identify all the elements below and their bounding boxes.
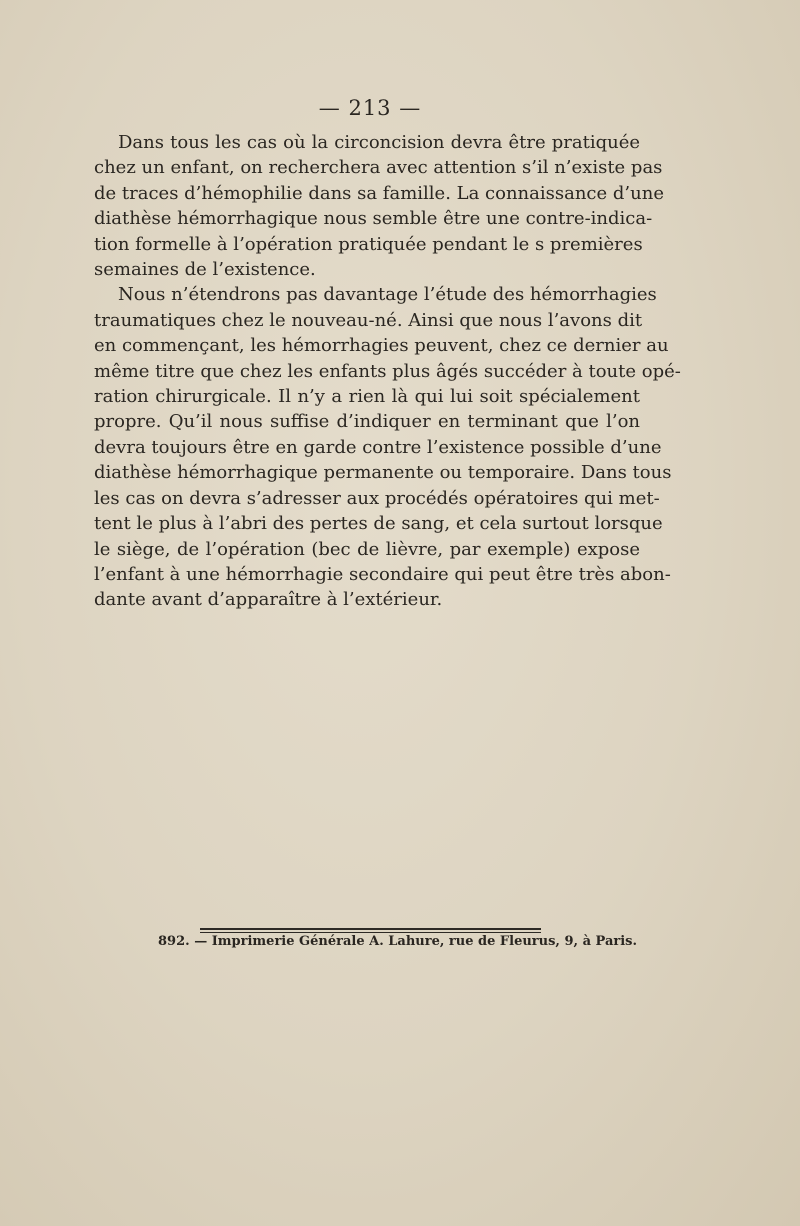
text-line: l’enfant à une hémorrhagie secondaire qui peut être très abon- xyxy=(94,563,671,585)
text-line: en commençant, les hémorrhagies peuvent, chez ce dernier au xyxy=(94,335,669,357)
text-line: chez un enfant, on recherchera avec attention s’il n’existe pas xyxy=(94,157,663,179)
paragraph-1 xyxy=(94,130,664,282)
text-line: Nous n’étendrons pas davantage l’étude des hémorrhagies xyxy=(118,284,657,306)
body-text xyxy=(94,130,681,613)
text-line: tent le plus à l’abri des pertes de sang, et cela surtout lorsque xyxy=(94,513,663,535)
text-line: propre. Qu’il nous suffise d’indiquer en terminant que l’on xyxy=(94,411,640,433)
page-number: — 213 — xyxy=(318,96,422,120)
text-line: le siège, de l’opération (bec de lièvre, par exemple) expose xyxy=(94,538,640,560)
text-line: de traces d’hémophilie dans sa famille. La connaissance d’une xyxy=(94,182,664,204)
footer-rule xyxy=(200,928,541,930)
text-line: diathèse hémorrhagique permanente ou temporaire. Dans tous xyxy=(94,462,672,484)
text-line: même titre que chez les enfants plus âgés succéder à toute opé- xyxy=(94,360,681,382)
text-line: ration chirurgicale. Il n’y a rien là qui lui soit spécialement xyxy=(94,386,640,408)
text-line: devra toujours être en garde contre l’existence possible d’une xyxy=(94,436,662,458)
text-line: traumatiques chez le nouveau-né. Ainsi que nous l’avons dit xyxy=(94,309,643,331)
paragraph-2 xyxy=(94,282,681,612)
printer-imprint: 892. — Imprimerie Générale A. Lahure, rue de Fleurus, 9, à Paris. xyxy=(158,934,637,949)
footer-rule-thin xyxy=(200,932,541,933)
text-line: tion formelle à l’opération pratiquée pendant le s premières xyxy=(94,233,643,255)
text-line: dante avant d’apparaître à l’extérieur. xyxy=(94,589,443,611)
text-line: semaines de l’existence. xyxy=(94,259,316,281)
text-line: Dans tous les cas où la circoncision devra être pratiquée xyxy=(118,132,640,153)
text-line: les cas on devra s’adresser aux procédés opératoires qui met- xyxy=(94,487,660,509)
text-line: diathèse hémorrhagique nous semble être une contre-indica- xyxy=(94,208,653,230)
